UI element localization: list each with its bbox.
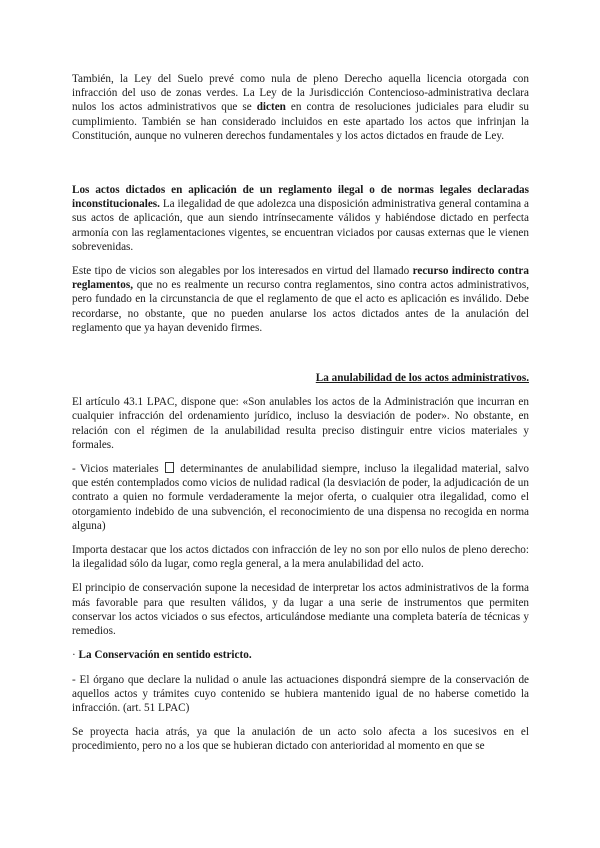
- sub-heading: [72, 648, 529, 662]
- bold-term: recurso indirecto contra reglamentos,: [72, 265, 529, 292]
- missing-glyph-icon: [165, 462, 174, 473]
- paragraph-vicios-materiales: [72, 462, 529, 533]
- section-heading: La anulabilidad de los actos administrativos.: [315, 372, 529, 385]
- paragraph-text: en contra de resoluciones judiciales para eludir su cumplimiento. También se han considerado incluidos en este apartado los actos que infrinjan la Constitución, aunque no vulneren derechos fundamentales y los actos dictados en fraude de Ley.: [72, 101, 529, 142]
- bold-term: dicten: [256, 101, 286, 114]
- paragraph-infraccion-ley: Importa destacar que los actos dictados con infracción de ley no son por ello nulos de pleno derecho: la ilegalidad sólo da lugar, como regla general, a la mera anulabilidad del acto.: [72, 544, 529, 571]
- bullet-mark: ·: [72, 649, 79, 662]
- paragraph-nulidad-ley-suelo: [72, 72, 529, 143]
- paragraph-articulo-43: El artículo 43.1 LPAC, dispone que: «Son anulables los actos de la Administración que incurran en cualquier infracción del ordenamiento jurídico, incluso la desviación de poder». No obstante, en relación con el régimen de la anulabilidad resulta preciso distinguir entre vicios materiales y formales.: [72, 396, 529, 451]
- paragraph-principio-conservacion: El principio de conservación supone la necesidad de interpretar los actos administrativos de la forma más favorable para que resulten válidos, y da lugar a una serie de instrumentos que permiten conservar los actos viciados o sus efectos, articulándose mediante una completa batería de técnicas y remedios.: [72, 582, 529, 638]
- sub-heading-text: La Conservación en sentido estricto.: [78, 649, 252, 662]
- page-content: [72, 72, 529, 754]
- paragraph-text: Este tipo de vicios son alegables por los interesados en virtud del llamado: [72, 265, 413, 278]
- paragraph-text: También, la Ley del Suelo prevé como nula de pleno Derecho aquella licencia otorgada con infracción del uso de zonas verdes. La Ley de la Jurisdicción Contencioso-administrativa declara nulos los actos administrativos que se: [72, 73, 529, 114]
- paragraph-reglamento-ilegal: [72, 183, 529, 254]
- paragraph-proyecta-atras: Se proyecta hacia atrás, ya que la anulación de un acto solo afecta a los sucesivos en el procedimiento, pero no a los que se hubieran dictado con anterioridad al momento en que se: [72, 726, 529, 753]
- paragraph-organo-nulidad: - El órgano que declare la nulidad o anule las actuaciones dispondrá siempre de la conservación de aquellos actos y trámites cuyo contenido se hubiera mantenido igual de no haberse cometido la infracción. (art. 51 LPAC): [72, 673, 529, 714]
- paragraph-text: determinantes de anulabilidad siempre, incluso la ilegalidad material, salvo que estén contemplados como vicios de nulidad radical (la desviación de poder, la adjudicación de un contrato a quien no formule verdaderamente la mejor oferta, o cualquier otra ilegalidad, como el otorgamiento indebido de una subvención, el reconocimiento de una dispensa no recogida en norma alguna): [72, 463, 530, 532]
- paragraph-recurso-indirecto: [72, 264, 529, 335]
- paragraph-text: que no es realmente un recurso contra reglamentos, sino contra actos administrativos, pero fundado en la circunstancia de que el reglamento de que el acto es aplicación es inválido. Debe recordarse, no obstante, que no pueden anularse los actos dictados antes de la anulación del reglamento que ya hayan devenido firmes.: [72, 279, 529, 334]
- bold-lead: Los actos dictados en aplicación de un reglamento ilegal o de normas legales declaradas inconstitucionales.: [72, 184, 529, 211]
- paragraph-text: La ilegalidad de que adolezca una disposición administrativa general contamina a sus actos de aplicación, que aun siendo intrínsecamente válidos y habiéndose dictado en perfecta armonía con las reglamentaciones vigentes, se encuentran viciados por causas externas que le vienen sobrevenidas.: [72, 198, 529, 253]
- paragraph-text: - Vicios materiales: [72, 463, 163, 476]
